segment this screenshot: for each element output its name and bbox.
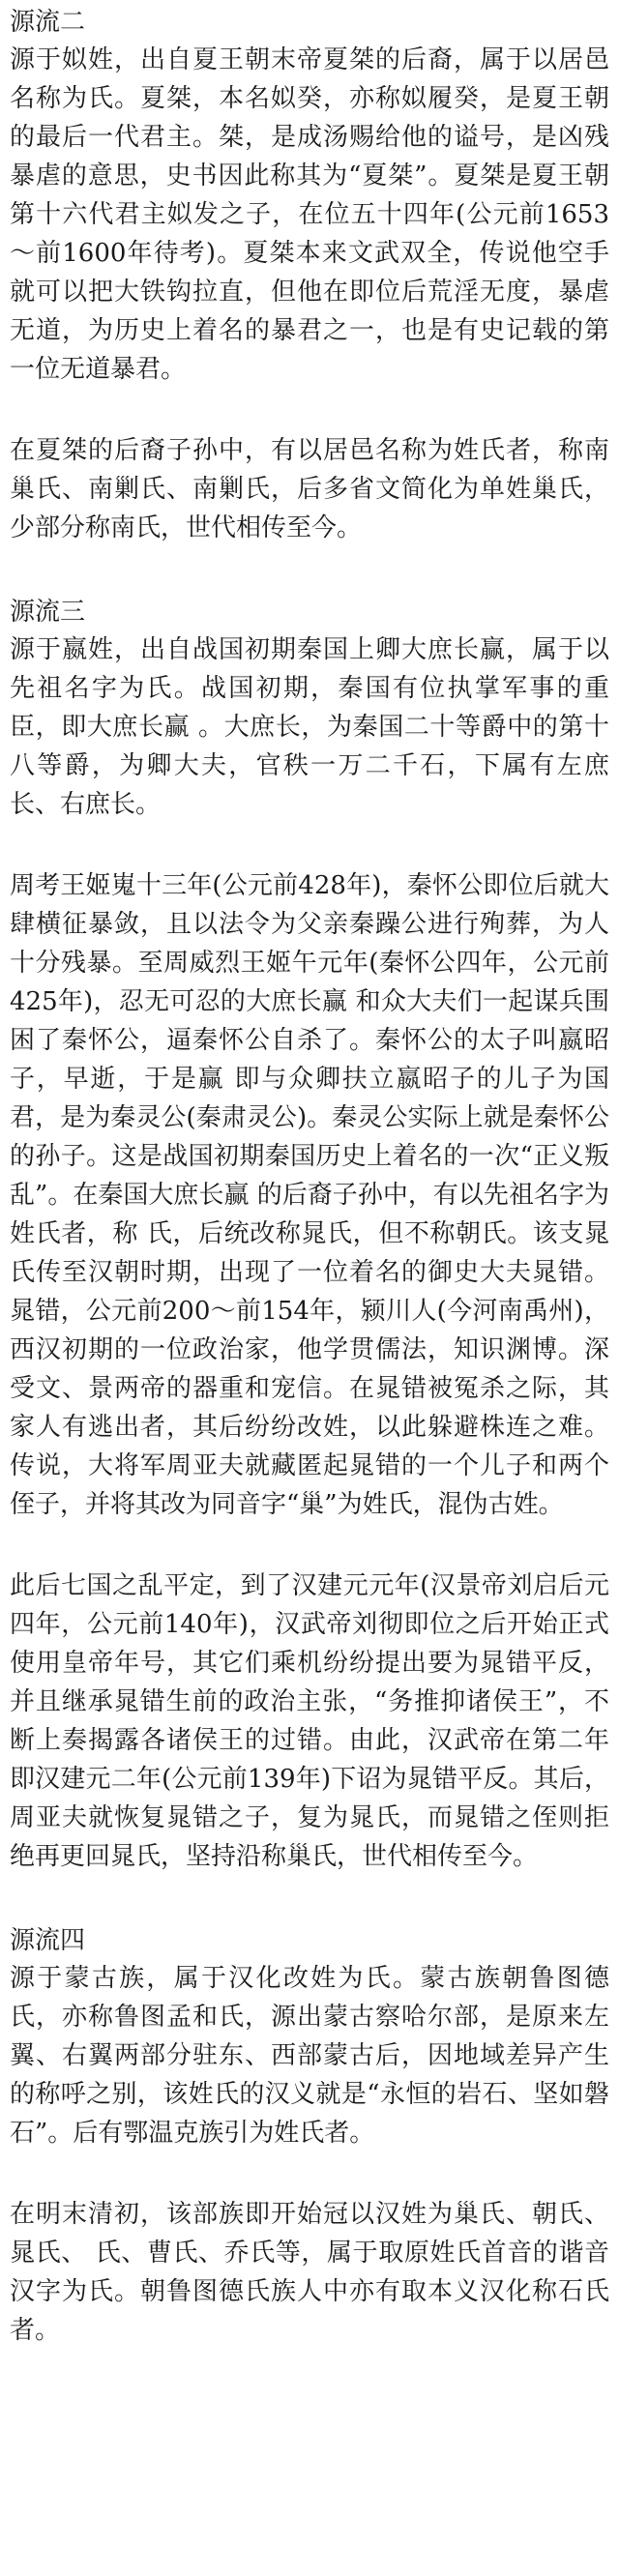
section-origin-3: [10, 594, 609, 1876]
paragraph: 源于嬴姓，出自战国初期秦国上卿大庶长赢，属于以先祖名字为氏。战国初期，秦国有位执掌军事的重臣，即大庶长赢 。大庶长，为秦国二十等爵中的第十八等爵，为卿大夫，官秩一万二千石，下属有左庶长、右庶长。: [10, 635, 609, 819]
section-heading: 源流二: [10, 8, 86, 37]
section-origin-2: [10, 4, 609, 547]
paragraph: 周考王姬嵬十三年(公元前428年)，秦怀公即位后就大肆横征暴敛，且以法令为父亲秦躁公进行殉葬，为人十分残暴。至周威烈王姬午元年(秦怀公四年，公元前425年)，忍无可忍的大庶长赢 和众大夫们一起谋兵围困了秦怀公，逼秦怀公自杀了。秦怀公的太子叫嬴昭子，早逝，于是赢 即与众卿扶立嬴昭子的儿子为国君，是为秦灵公(秦肃灵公)。秦灵公实际上就是秦怀公的孙子。这是战国初期秦国历史上着名的一次“正义叛乱”。在秦国大庶长赢 的后裔子孙中，有以先祖名字为姓氏者，称 氏，后统改称晁氏，但不称朝氏。该支晁氏传至汉朝时期，出现了一位着名的御史大夫晁错。晁错，公元前200～前154年，颍川人(今河南禹州)，西汉初期的一位政治家，他学贯儒法，知识渊博。深受文、景两帝的器重和宠信。在晁错被冤杀之际，其家人有逃出者，其后纷纷改姓，以此躲避株连之难。传说，大将军周亚夫就藏匿起晁错的一个儿子和两个侄子，并将其改为同音字“巢”为姓氏，混伪古姓。: [10, 871, 609, 1519]
paragraph: 在夏桀的后裔子孙中，有以居邑名称为姓氏者，称南巢氏、南剿氏、南剿氏，后多省文简化为单姓巢氏，少部分称南氏，世代相传至今。: [10, 436, 609, 542]
section-origin-4: [10, 1922, 609, 2350]
paragraph: 在明末清初，该部族即开始冠以汉姓为巢氏、朝氏、晁氏、 氏、曹氏、乔氏等，属于取原姓氏首音的谐音汉字为氏。朝鲁图德氏族人中亦有取本义汉化称石氏者。: [10, 2200, 609, 2345]
section-heading: 源流三: [10, 598, 86, 627]
paragraph: 源于蒙古族，属于汉化改姓为氏。蒙古族朝鲁图德氏，亦称鲁图孟和氏，源出蒙古察哈尔部，是原来左翼、右翼两部分驻东、西部蒙古后，因地域差异产生的称呼之别，该姓氏的汉义就是“永恒的岩石、坚如磐石”。后有鄂温克族引为姓氏者。: [10, 1964, 609, 2148]
paragraph: 此后七国之乱平定，到了汉建元元年(汉景帝刘启后元四年，公元前140年)，汉武帝刘彻即位之后开始正式使用皇帝年号，其它们乘机纷纷提出要为晁错平反，并且继承晁错生前的政治主张，“务推抑诸侯王”，不断上奏揭露各诸侯王的过错。由此，汉武帝在第二年即汉建元二年(公元前139年)下诏为晁错平反。其后，周亚夫就恢复晁错之子，复为晁氏，而晁错之侄则拒绝再更回晁氏，坚持沿称巢氏，世代相传至今。: [10, 1571, 609, 1871]
paragraph: 源于姒姓，出自夏王朝末帝夏桀的后裔，属于以居邑名称为氏。夏桀，本名姒癸，亦称姒履癸，是夏王朝的最后一代君主。桀，是成汤赐给他的谥号，是凶残暴虐的意思，史书因此称其为“夏桀”。夏桀是夏王朝第十六代君主姒发之子，在位五十四年(公元前1653～前1600年待考)。夏桀本来文武双全，传说他空手就可以把大铁钩拉直，但他在即位后荒淫无度，暴虐无道，为历史上着名的暴君之一，也是有史记载的第一位无道暴君。: [10, 45, 609, 384]
section-heading: 源流四: [10, 1926, 86, 1955]
